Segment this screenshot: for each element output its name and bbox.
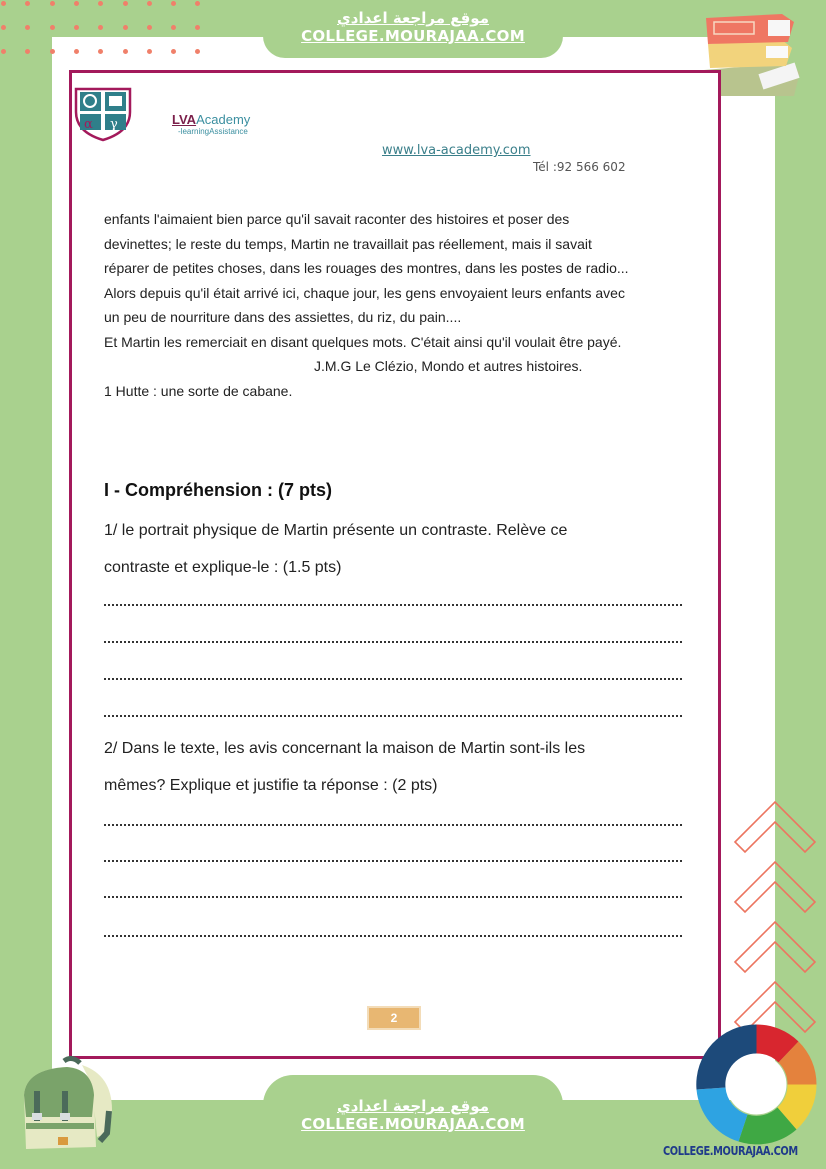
passage [104,207,704,403]
decorative-dot [171,25,176,30]
passage-line: enfants l'aimaient bien parce qu'il savait raconter des histoires et poser des [104,211,570,227]
decorative-dot [25,1,30,6]
college-wheel-logo-icon [694,1022,819,1147]
passage-line: un peu de nourriture dans des assiettes, du riz, du pain.... [104,309,462,325]
decorative-dot [1,25,6,30]
bottom-banner-arabic[interactable]: موقع مراجعة اعدادي [337,1097,489,1115]
question-1-line-2: contraste et explique-le : (1.5 pts) [104,559,342,576]
decorative-dot [74,1,79,6]
passage-line: Alors depuis qu'il était arrivé ici, chaque jour, les gens envoyaient leurs enfants avec [104,284,625,301]
citation: J.M.G Le Clézio, Mondo et autres histoires. [314,358,583,374]
decorative-dot [147,25,152,30]
decorative-dot [147,1,152,6]
passage-line: devinettes; le reste du temps, Martin ne travaillait pas réellement, mais il savait [104,235,592,252]
decorative-dot [1,1,6,6]
answer-line[interactable] [104,824,682,826]
lva-brand [172,112,250,136]
decorative-dot [195,1,200,6]
brand-tagline: -learningAssistance [178,127,248,136]
decorative-dot [74,49,79,54]
decorative-dot [98,1,103,6]
brand-name: LVAAcademy [172,112,251,127]
wheel-logo-label: COLLEGE.MOURAJAA.COM [663,1144,798,1158]
question-1 [104,512,694,586]
answer-line[interactable] [104,715,682,717]
chevron-up-icons [730,790,820,1035]
svg-text:γ: γ [110,117,118,132]
answer-line[interactable] [104,604,682,606]
decorative-dot [123,25,128,30]
answer-line[interactable] [104,678,682,680]
decorative-dot [195,25,200,30]
website-link[interactable]: www.lva-academy.com [382,143,531,158]
answer-line[interactable] [104,935,682,937]
decorative-dot [50,49,55,54]
top-banner-arabic[interactable]: موقع مراجعة اعدادي [337,9,489,27]
bottom-banner-link[interactable]: COLLEGE.MOURAJAA.COM [301,1115,525,1133]
decorative-dot [25,25,30,30]
section-title: I - Compréhension : (7 pts) [104,480,333,500]
question-1-line-1: 1/ le portrait physique de Martin présente un contraste. Relève ce [104,522,568,539]
passage-line: Et Martin les remerciait en disant quelques mots. C'était ainsi qu'il voulait être payé. [104,333,622,350]
decorative-dot [123,1,128,6]
decorative-dot [25,49,30,54]
lva-shield-logo-icon [73,86,133,142]
decorative-dot [123,49,128,54]
page-number-badge: 2 [367,1006,421,1030]
answer-line[interactable] [104,860,682,862]
decorative-dot [74,25,79,30]
decorative-dot [98,25,103,30]
answer-line[interactable] [104,896,682,898]
backpack-icon [12,1055,117,1155]
phone-number: Tél :92 566 602 [533,160,626,174]
decorative-dot [171,1,176,6]
decorative-dot [1,49,6,54]
decorative-dots [0,0,210,52]
footnote: 1 Hutte : une sorte de cabane. [104,382,293,399]
top-banner-link[interactable]: COLLEGE.MOURAJAA.COM [301,27,525,45]
decorative-dot [50,25,55,30]
question-2-line-2: mêmes? Explique et justifie ta réponse : (2 pts) [104,777,438,794]
svg-text:α: α [84,117,93,132]
decorative-dot [50,1,55,6]
question-2-line-1: 2/ Dans le texte, les avis concernant la maison de Martin sont-ils les [104,740,586,757]
decorative-dot [147,49,152,54]
question-2 [104,730,694,804]
top-banner[interactable] [263,0,563,58]
bottom-banner[interactable] [263,1075,563,1169]
answer-line[interactable] [104,641,682,643]
passage-line: réparer de petites choses, dans les rouages des montres, dans les postes de radio... [104,260,629,276]
